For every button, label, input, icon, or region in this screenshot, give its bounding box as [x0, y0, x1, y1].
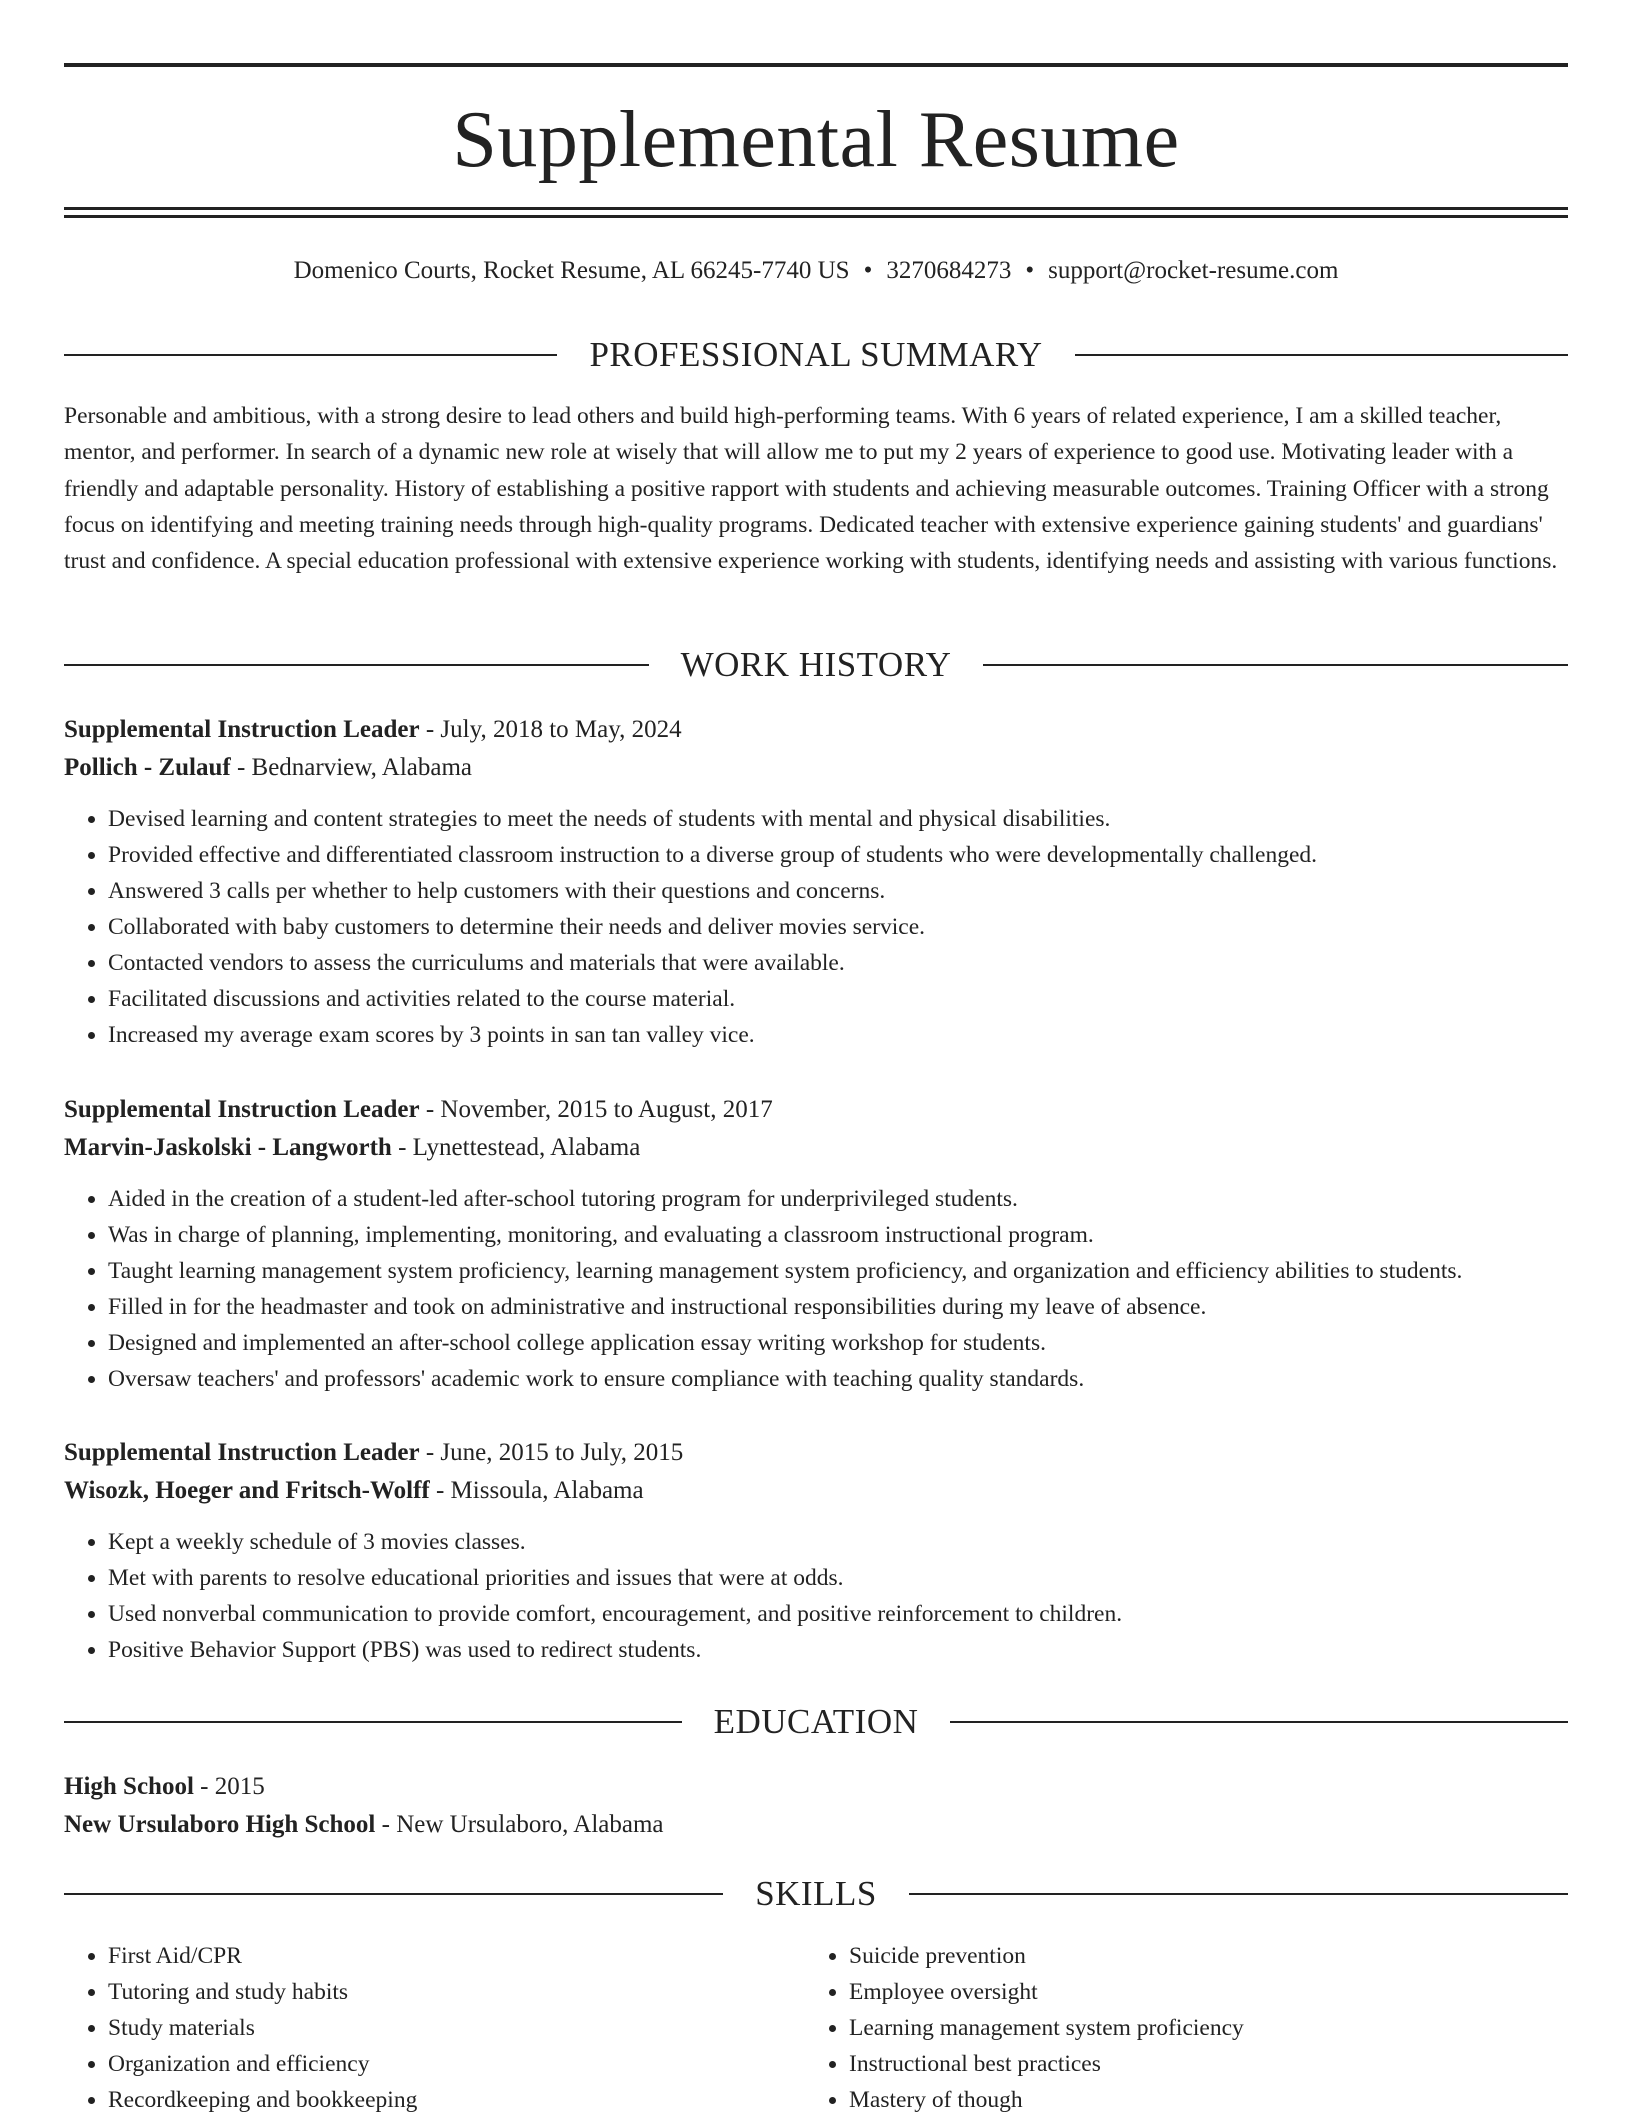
job-location: - Bednarview, Alabama [230, 754, 473, 781]
skills-list-left [64, 1938, 805, 2118]
job-company-line [64, 1129, 1568, 1167]
title-double-rule [64, 207, 1568, 218]
heading-rule [64, 1893, 723, 1895]
heading-rule [950, 1721, 1568, 1723]
list-item: • Met with parents to resolve educational priorities and issues that were at odds. [108, 1560, 1568, 1596]
education-degree: High School [64, 1773, 194, 1800]
heading-rule [983, 664, 1568, 666]
job-dates: - June, 2015 to July, 2015 [419, 1439, 684, 1466]
list-item: • Positive Behavior Support (PBS) was used to redirect students. [108, 1632, 1568, 1668]
job-dates: - November, 2015 to August, 2017 [419, 1096, 773, 1123]
job-title-line [64, 1091, 1568, 1129]
list-item: • Facilitated discussions and activities related to the course material. [108, 981, 1568, 1017]
job-entry [64, 1434, 1568, 1668]
skill-item: • First Aid/CPR [108, 1938, 805, 1974]
skill-item: • Suicide prevention [849, 1938, 1568, 1974]
list-item: • Answered 3 calls per whether to help customers with their questions and concerns. [108, 873, 1568, 909]
list-item: • Kept a weekly schedule of 3 movies classes. [108, 1524, 1568, 1560]
page-title: Supplemental Resume [452, 96, 1180, 184]
list-item: • Taught learning management system proficiency, learning management system proficiency, and organization and efficiency abilities to students. [108, 1253, 1568, 1289]
section-title: EDUCATION [713, 1702, 919, 1741]
education-school-line [64, 1806, 1568, 1844]
skill-item: • Employee oversight [849, 1974, 1568, 2010]
job-bullets [64, 1181, 1568, 1397]
list-item: • Devised learning and content strategies to meet the needs of students with mental and physical disabilities. [108, 801, 1568, 837]
list-item: • Was in charge of planning, implementing, monitoring, and evaluating a classroom instructional program. [108, 1217, 1568, 1253]
list-item: • Oversaw teachers' and professors' academic work to ensure compliance with teaching quality standards. [108, 1361, 1568, 1397]
job-company: Marvin-Jaskolski - Langworth [64, 1134, 392, 1161]
heading-rule [1075, 354, 1568, 356]
education-location: - New Ursulaboro, Alabama [375, 1811, 664, 1838]
job-bullets [64, 801, 1568, 1053]
contact-separator: • [863, 257, 873, 284]
list-item: • Provided effective and differentiated classroom instruction to a diverse group of students who were developmentally challenged. [108, 837, 1568, 873]
heading-rule [64, 1721, 682, 1723]
list-item: • Designed and implemented an after-school college application essay writing workshop for students. [108, 1325, 1568, 1361]
list-item: • Used nonverbal communication to provide comfort, encouragement, and positive reinforcement to children. [108, 1596, 1568, 1632]
job-title: Supplemental Instruction Leader [64, 1096, 420, 1123]
heading-rule [64, 354, 557, 356]
job-title-line [64, 1434, 1568, 1472]
list-item: • Filled in for the headmaster and took on administrative and instructional responsibilities during my leave of absence. [108, 1289, 1568, 1325]
contact-email: support@rocket-resume.com [1048, 257, 1339, 284]
heading-rule [64, 664, 649, 666]
job-entry [64, 711, 1568, 1053]
section-heading-work [64, 643, 1568, 687]
skills-list-right [805, 1938, 1568, 2118]
heading-rule [909, 1893, 1568, 1895]
skill-item: • Mastery of though [849, 2082, 1568, 2118]
skill-item: • Recordkeeping and bookkeeping [108, 2082, 805, 2118]
job-bullets [64, 1524, 1568, 1668]
contact-line [64, 253, 1568, 289]
skills-columns [64, 1938, 1568, 2118]
section-title: SKILLS [755, 1874, 877, 1913]
list-item: • Collaborated with baby customers to determine their needs and deliver movies service. [108, 909, 1568, 945]
job-dates: - July, 2018 to May, 2024 [419, 716, 682, 743]
skill-item: • Study materials [108, 2010, 805, 2046]
contact-address: Domenico Courts, Rocket Resume, AL 66245-7740 US [293, 257, 850, 284]
summary-paragraph: Personable and ambitious, with a strong desire to lead others and build high-performing teams. With 6 years of related experience, I am a skilled teacher, mentor, and performer. In search of a dynamic new role at wisely that will allow me to put my 2 years of experience to good use. Motivating leader with a friendly and adaptable personality. History of establishing a positive rapport with students and achieving measurable outcomes. Training Officer with a strong focus on identifying and meeting training needs through high-quality programs. Dedicated teacher with extensive experience gaining students' and guardians' trust and confidence. A special education professional with extensive experience working with students, identifying needs and assisting with various functions. [64, 403, 1558, 575]
list-item: • Contacted vendors to assess the curriculums and materials that were available. [108, 945, 1568, 981]
job-location: - Missoula, Alabama [429, 1477, 644, 1504]
education-year: - 2015 [193, 1773, 265, 1800]
section-heading-education [64, 1700, 1568, 1744]
job-title-line [64, 711, 1568, 749]
section-heading-skills [64, 1872, 1568, 1916]
education-school: New Ursulaboro High School [64, 1811, 376, 1838]
top-rule [64, 63, 1568, 67]
list-item: • Increased my average exam scores by 3 points in san tan valley vice. [108, 1017, 1568, 1053]
job-company: Wisozk, Hoeger and Fritsch-Wolff [64, 1477, 430, 1504]
skill-item: • Instructional best practices [849, 2046, 1568, 2082]
job-company-line [64, 749, 1568, 787]
job-title: Supplemental Instruction Leader [64, 716, 420, 743]
skill-item: • Tutoring and study habits [108, 1974, 805, 2010]
job-entry [64, 1091, 1568, 1397]
education-entry [64, 1768, 1568, 1844]
section-heading-summary [64, 333, 1568, 377]
list-item: • Aided in the creation of a student-led after-school tutoring program for underprivileged students. [108, 1181, 1568, 1217]
job-location: - Lynettestead, Alabama [391, 1134, 641, 1161]
contact-separator: • [1025, 257, 1035, 284]
section-title: PROFESSIONAL SUMMARY [589, 335, 1043, 374]
skill-item: • Learning management system proficiency [849, 2010, 1568, 2046]
job-company: Pollich - Zulauf [64, 754, 231, 781]
contact-phone: 3270684273 [886, 257, 1012, 284]
skill-item: • Organization and efficiency [108, 2046, 805, 2082]
education-degree-line [64, 1768, 1568, 1806]
section-title: WORK HISTORY [680, 645, 952, 684]
job-title: Supplemental Instruction Leader [64, 1439, 420, 1466]
job-company-line [64, 1472, 1568, 1510]
